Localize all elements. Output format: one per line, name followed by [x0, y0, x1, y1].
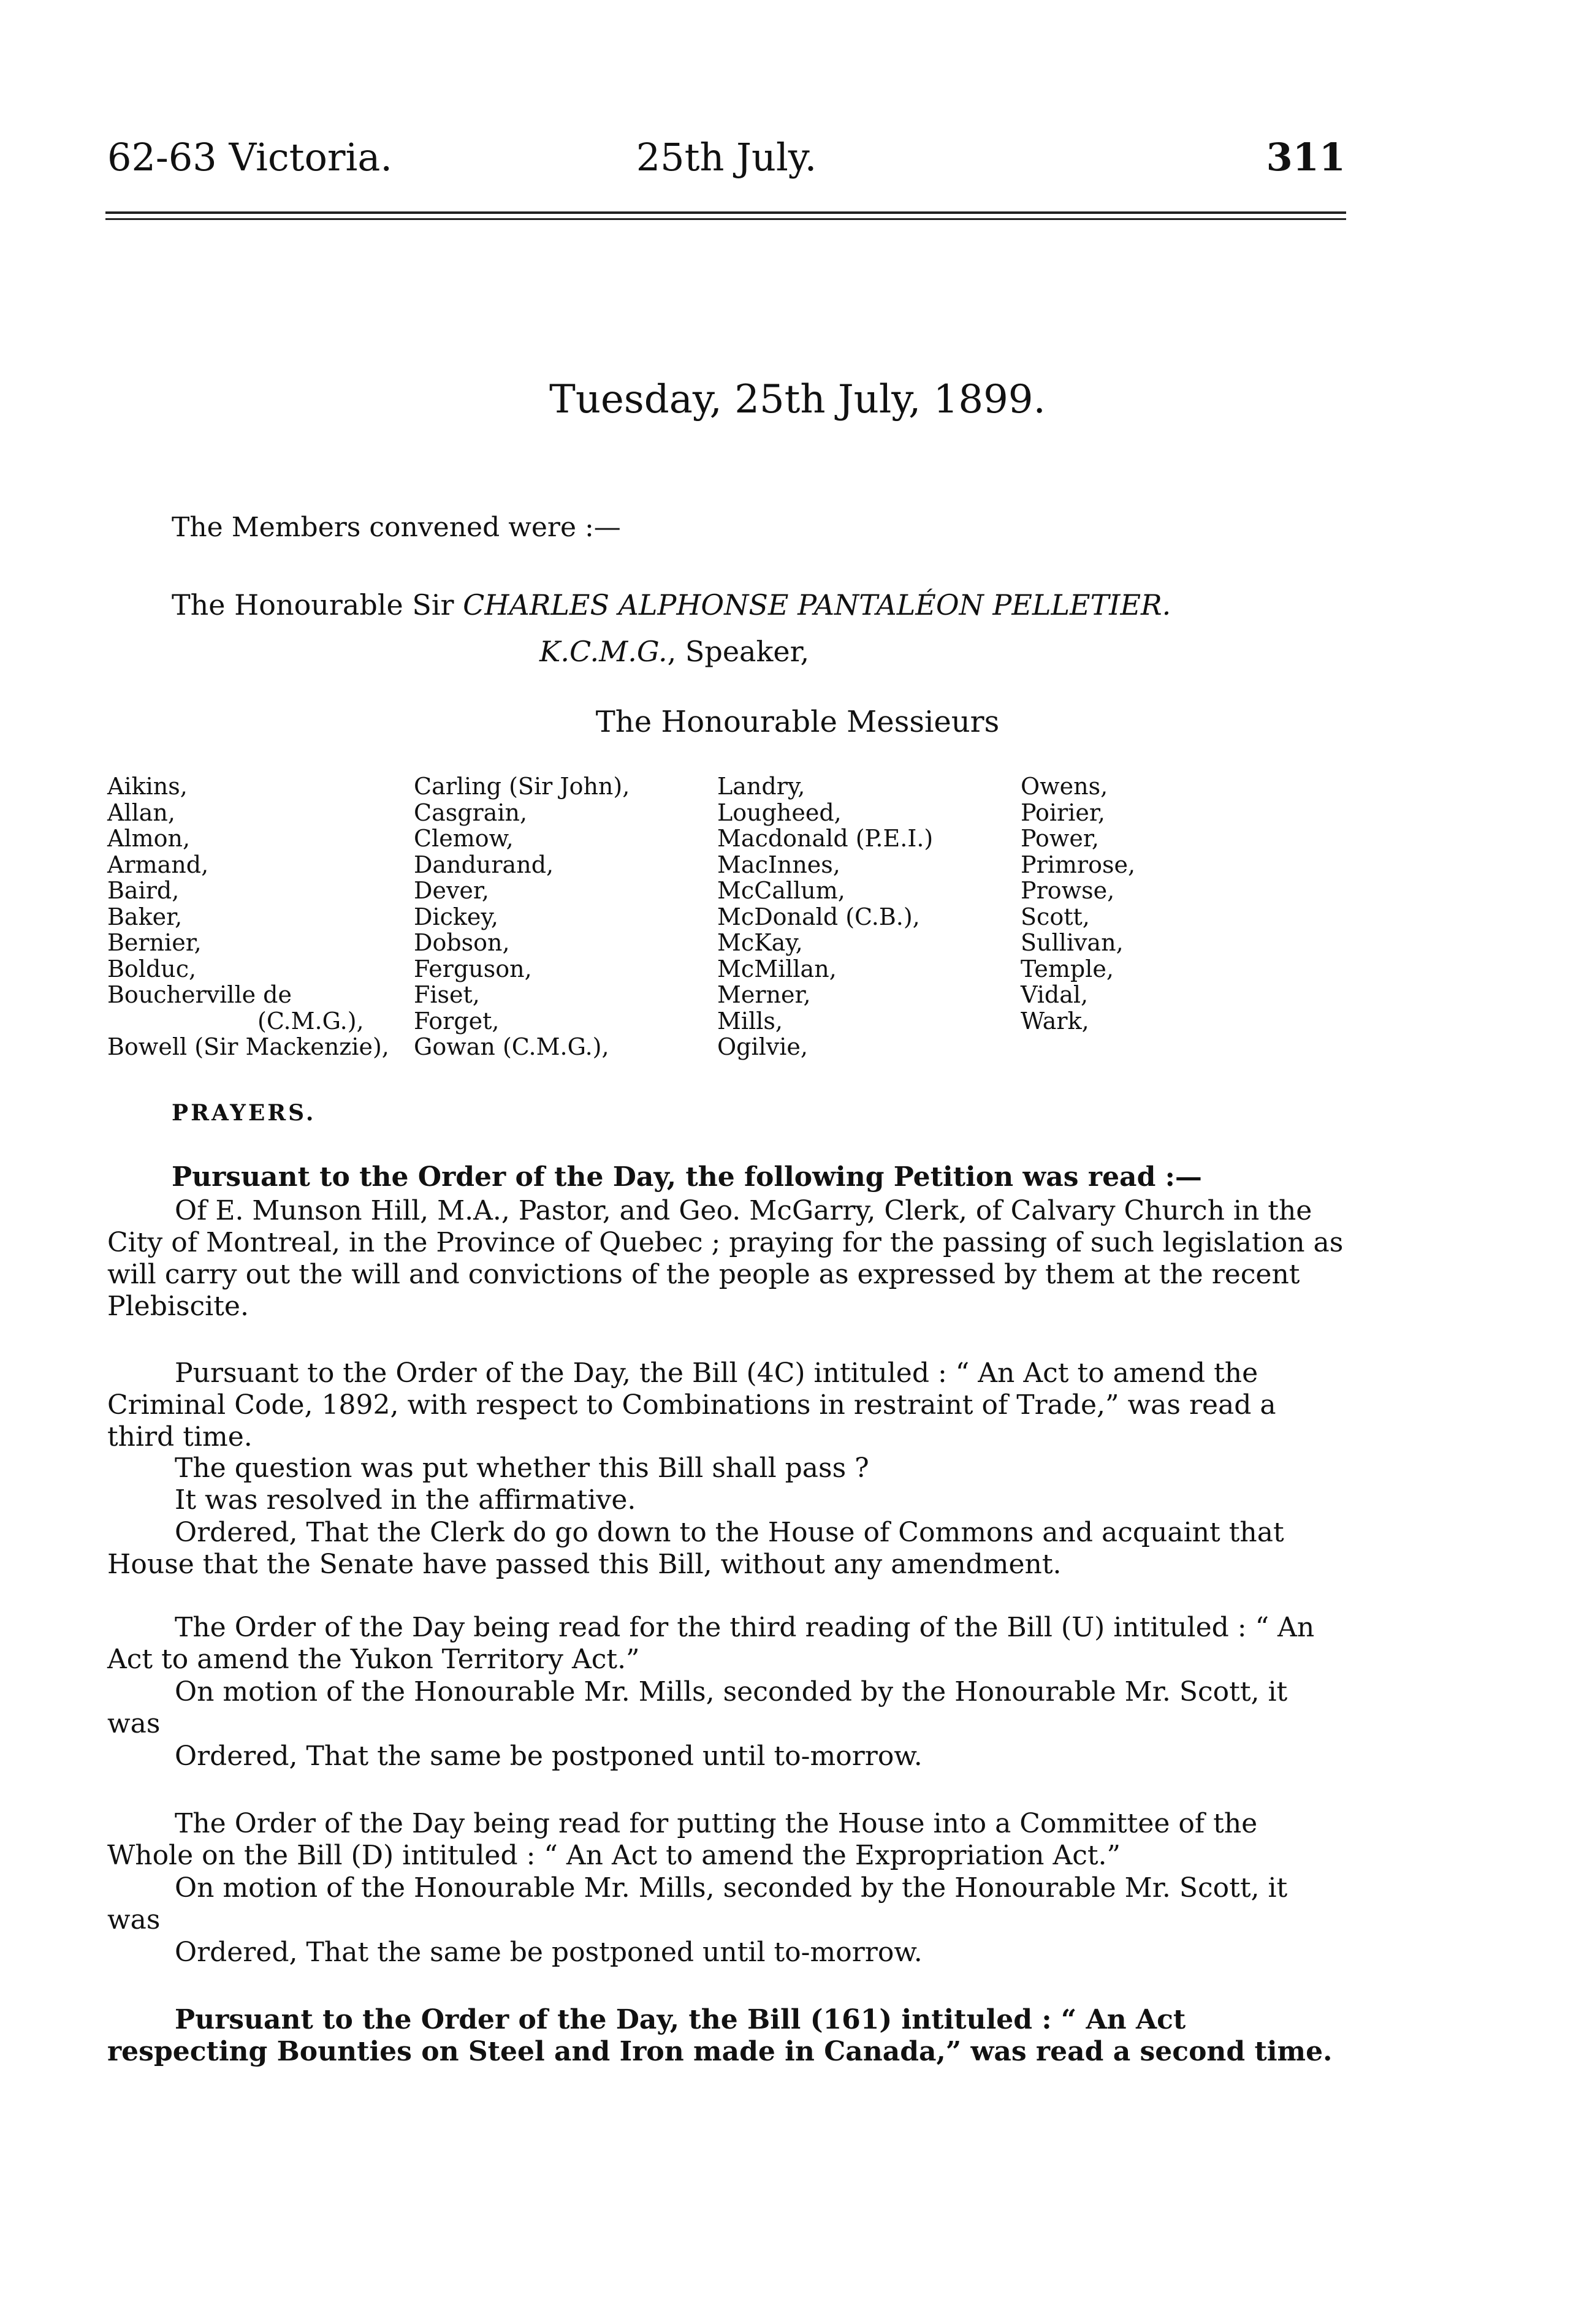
motion-paragraph-1: On motion of the Honourable Mr. Mills, seconded by the Honourable Mr. Scott, it was [107, 1676, 1288, 1739]
member-name: Forget, [414, 1007, 500, 1035]
speaker-prefix: The Honourable Sir [172, 588, 463, 621]
member-name: Armand, [107, 851, 209, 878]
member-name: Power, [1021, 825, 1099, 852]
member-name: Gowan (C.M.G.), [414, 1033, 609, 1060]
postponed-line-1: Ordered, That the same be postponed until to-morrow. [175, 1741, 923, 1772]
member-name: MacInnes, [717, 851, 840, 878]
member-name: Ogilvie, [717, 1033, 808, 1060]
member-name: Macdonald (P.E.I.) [717, 825, 934, 852]
member-name: Landry, [717, 773, 805, 800]
member-name: Lougheed, [717, 799, 842, 826]
member-name: McKay, [717, 929, 803, 956]
member-name: Mills, [717, 1007, 783, 1035]
member-name: Vidal, [1021, 981, 1089, 1008]
member-name: Dobson, [414, 929, 510, 956]
member-name: Poirier, [1021, 799, 1105, 826]
speaker-honours: K.C.M.G. [539, 635, 668, 668]
member-name: Primrose, [1021, 851, 1136, 878]
bill-u-paragraph: The Order of the Day being read for the third reading of the Bill (U) intituled : “ An Act to amend the Yukon Territory Act.” [107, 1612, 1315, 1675]
members-column-1 [107, 773, 389, 1060]
member-name: Boucherville de [107, 981, 292, 1008]
speaker-line [172, 588, 1171, 621]
header-rule-top [105, 211, 1346, 214]
member-name: Casgrain, [414, 799, 528, 826]
running-head [107, 135, 1346, 184]
member-name: Baird, [107, 877, 180, 904]
page-number: 311 [1266, 135, 1346, 180]
member-name: Bolduc, [107, 955, 197, 982]
prayers-heading: PRAYERS. [172, 1100, 316, 1126]
session-label: 62-63 Victoria. [107, 135, 393, 180]
member-name: Bowell (Sir Mackenzie), [107, 1033, 389, 1060]
member-name: McMillan, [717, 955, 837, 982]
member-name: Wark, [1021, 1007, 1089, 1035]
members-column-4 [1021, 773, 1135, 1034]
members-intro: The Members convened were :— [172, 512, 621, 543]
motion-paragraph-2: On motion of the Honourable Mr. Mills, seconded by the Honourable Mr. Scott, it was [107, 1872, 1288, 1935]
question-line: The question was put whether this Bill shall pass ? [175, 1452, 869, 1484]
speaker-role: , Speaker, [667, 635, 810, 668]
members-column-2 [414, 773, 630, 1060]
sitting-date-title: Tuesday, 25th July, 1899. [549, 377, 1046, 422]
members-column-3 [717, 773, 933, 1060]
date-label: 25th July. [636, 135, 817, 180]
member-name: Dandurand, [414, 851, 554, 878]
member-name: Temple, [1021, 955, 1114, 982]
member-name: Almon, [107, 825, 191, 852]
bill-4c-paragraph: Pursuant to the Order of the Day, the Bill (4C) intituled : “ An Act to amend the Criminal Code, 1892, with respect to Combinations in restraint of Trade,” was read a third time. [107, 1358, 1276, 1452]
members-list [107, 773, 1352, 1080]
member-name: McDonald (C.B.), [717, 903, 920, 930]
member-name: Fiset, [414, 981, 480, 1008]
speaker-name: CHARLES ALPHONSE PANTALÉON PELLETIER. [463, 588, 1171, 621]
member-name: Ferguson, [414, 955, 532, 982]
header-rule-bottom [105, 218, 1346, 220]
postponed-line-2: Ordered, That the same be postponed until to-morrow. [175, 1937, 923, 1968]
speaker-title-line [539, 635, 809, 668]
resolved-line: It was resolved in the affirmative. [175, 1484, 636, 1516]
member-name: Prowse, [1021, 877, 1115, 904]
member-name: Carling (Sir John), [414, 773, 630, 800]
bill-161-paragraph: Pursuant to the Order of the Day, the Bill (161) intituled : “ An Act respecting Bounties on Steel and Iron made in Canada,” was read a second time. [107, 2004, 1333, 2067]
member-name: Baker, [107, 903, 183, 930]
member-name: Sullivan, [1021, 929, 1124, 956]
member-name: Dickey, [414, 903, 498, 930]
member-name: Clemow, [414, 825, 514, 852]
bill-d-paragraph: The Order of the Day being read for putting the House into a Committee of the Whole on the Bill (D) intituled : “ An Act to amend the Expropriation Act.” [107, 1808, 1258, 1871]
member-name-continuation: (C.M.G.), [257, 1007, 364, 1035]
member-name: Owens, [1021, 773, 1108, 800]
ordered-clerk-paragraph: Ordered, That the Clerk do go down to the House of Commons and acquaint that House that the Senate have passed this Bill, without any amendment. [107, 1517, 1284, 1580]
petition-body: Of E. Munson Hill, M.A., Pastor, and Geo. McGarry, Clerk, of Calvary Church in the City of Montreal, in the Province of Quebec ; praying for the passing of such legislation as will carry out the will and convictions of the people as expressed by them at the recent Plebiscite. [107, 1195, 1344, 1322]
petition-intro: Pursuant to the Order of the Day, the following Petition was read :— [172, 1161, 1202, 1193]
messieurs-heading: The Honourable Messieurs [595, 705, 1000, 739]
member-name: Allan, [107, 799, 175, 826]
member-name: Scott, [1021, 903, 1090, 930]
member-name: McCallum, [717, 877, 845, 904]
member-name: Bernier, [107, 929, 202, 956]
member-name: Merner, [717, 981, 811, 1008]
member-name: Dever, [414, 877, 489, 904]
member-name: Aikins, [107, 773, 188, 800]
